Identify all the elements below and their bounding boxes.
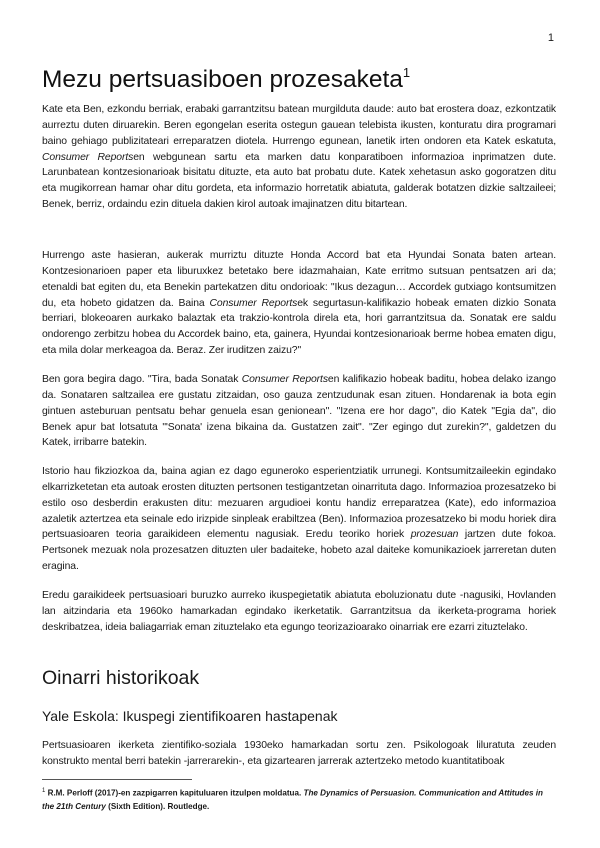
footnote-text-a: R.M. Perloff (2017)-en zazpigarren kapituluaren itzulpen moldatua. <box>45 788 304 798</box>
title-footnote-marker[interactable]: 1 <box>402 65 411 80</box>
paragraph-2 <box>42 248 556 359</box>
footnote-marker: 1 <box>42 788 46 794</box>
paragraph-5-text: Eredu garaikideek pertsuasioari buruzko aurreko ikuspegietatik abiatuta eboluzionatu dute -nagusiki, Hovlanden lan aitzindaria eta 1960ko hamarkadan egindako ikerketatik. Garrantzitsua da ikerketa-programa horiek deskribatzea, ideia baliagarriak eman zituztelako eta egungo teorizazioarako oinarriak ere ezarri zituztelako. <box>42 590 556 633</box>
paragraph-2-emphasis: Consumer Reports <box>209 297 298 309</box>
paragraph-3-text-b: en kalifikazio hobeak baditu, hobea delako izango da. Sonataren saltzailea ere gustatu zitzaidan, oso gauza zentzudunak esan zituen. Hondarenak ia bota egin gintuen asteburuan pentsatu behar genuela esan genionean". "Izena ere hor dago", dio Katek "Egia da", dio Benek apur bat lotsatuta "'Sonata' izena bikaina da. Gustatzen zait". "Zer egingo dut zurekin?", galdetzen du Katek, irribarre batekin. <box>42 374 556 449</box>
footnote-text-b: (Sixth Edition). Routledge. <box>105 801 210 811</box>
paragraph-3 <box>42 372 556 451</box>
paragraph-2-text-a: Hurrengo aste hasieran, aukerak murriztu dituzte Honda Accord bat eta Hyundai Sonata baten artean. Kontzesionarioen paper eta liburuxkez betetako bere idazmahaian, Kate erritmo sutsuan pentsatzen ari da; etenaldi bat egiten du, eta Benekin partekatzen ditu ondorioak: "Ikus dezagun… Accordek gutxiago kontsumitzen du, eta hobeto gidatzen da. Baina <box>42 250 556 309</box>
paragraph-1-text-a: Kate eta Ben, ezkondu berriak, erabaki garrantzitsu batean murgilduta daude: auto bat erostera doaz, ezkontzatik aurreztu duten diruarekin. Beren egongelan eserita ostegun gauean telebista ikusten, konturatu dira programari baino gehiago publizitateari erreparatzen diotela. Hurrengo egunean, lanetik irten ondoren eta Katek eskatuta, <box>42 104 556 147</box>
footnote <box>42 785 556 813</box>
title-text: Mezu pertsuasiboen prozesaketa <box>42 66 403 93</box>
page-number: 1 <box>547 32 554 44</box>
paragraph-1 <box>42 102 556 213</box>
paragraph-6: Pertsuasioaren ikerketa zientifiko-soziala 1930eko hamarkadan sortu zen. Psikologoak liluratuta zeuden konstrukto mental berri batekin -jarrerarekin-, eta gizartearen jarrerak aztertzeko metodo kuantitatiboak <box>42 740 556 767</box>
paragraph-1-emphasis: Consumer Reports <box>42 151 134 163</box>
paragraph-3-text-a: Ben gora begira dago. "Tira, bada Sonatak <box>42 374 242 385</box>
paragraph-4-emphasis: prozesuan <box>410 529 459 541</box>
footnote-book-title: The Dynamics of Persuasion. Communication and Attitudes in the 21th Century <box>42 788 543 811</box>
paragraph-4-text-a: Istorio hau fikziozkoa da, baina agian ez dago eguneroko esperientziatik urrunegi. Kontsumitzaileekin egindako elkarrizketetan eta autoak erosten dituzten pertsonen testigantzetan oinarrituta dago. Informazioa prozesatzeko bi estilo oso desberdin erakusten ditu: mezuaren argudioei kontu handiz erreparatzea (Kate), edo informazioa azaletik aztertzea eta seinale edo irizpide sinpleak erabiltzea (Ben). Informazioa prozesatzeko bi modu horiek dira pertsuasioaren teoria garaikideen elementu nagusiak. Eredu teoriko horiek <box>42 466 556 541</box>
page-title <box>42 64 562 96</box>
paragraph-3-emphasis: Consumer Reports <box>241 374 328 385</box>
paragraph-1-text-b: en webgunean sartu eta marken datu konparatiboen informazioa inprimatzen dute. Larunbatean kontzesionarioak bisitatu dituzte, eta auto bat probatu dute. Katek xehetasun asko gogoratzen ditu eta mugikorrean hamar ohar ditu gordeta, eta informazio horretatik abiatuta, galderak botatzen dizkie saltzaileei; Benek, berriz, ordaindu ezin dituela dakien kirol autoak imajinatzen ditu bitartean. <box>42 151 556 211</box>
footnote-separator <box>42 779 192 780</box>
subsection-heading: Yale Eskola: Ikuspegi zientifikoaren hastapenak <box>42 708 338 724</box>
paragraph-4-text-b: jartzen dute fokoa. Pertsonek mezuak nola prozesatzen dituzten uler badaiteke, hobeto azal daiteke komunikazioek jarreretan duten eragina. <box>42 529 556 573</box>
paragraph-4 <box>42 464 556 575</box>
section-heading: Oinarri historikoak <box>42 667 200 689</box>
paragraph-5 <box>42 588 556 636</box>
paragraph-2-text-b: ek segurtasun-kalifikazio hobeak ematen dizkio Sonata berriari, blokeoaren aurkako balaztak eta trakzio-kontrola direla eta, hori garrantzitsua da. Sonatak ere saldu ondorengo zerbitzu hobea du Accordek baino, eta, gainera, Hyundai kontzesionarioak berme hobea ematen digu, eta mila dolar merkeagoa da. Beraz. Zer iruditzen zaizu?" <box>42 297 556 357</box>
